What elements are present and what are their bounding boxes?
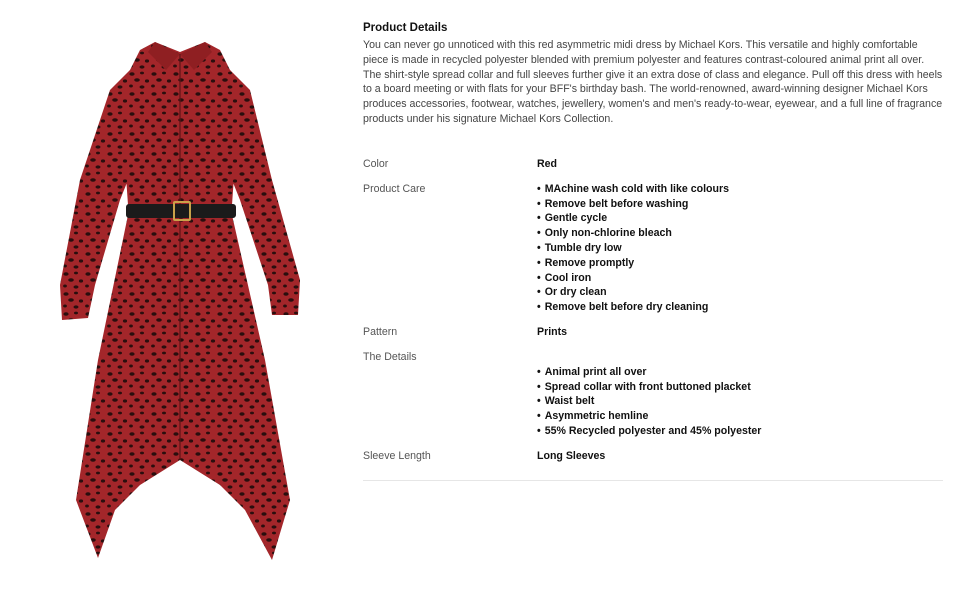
list-item: • Animal print all over — [537, 365, 761, 380]
spec-value: Long Sleeves — [537, 449, 606, 462]
list-item: • Remove promptly — [537, 256, 729, 271]
divider — [363, 480, 943, 481]
spec-row-care — [363, 182, 943, 315]
spec-label: Sleeve Length — [363, 449, 431, 462]
spec-label: Color — [363, 157, 389, 170]
details-list-wrap — [537, 350, 761, 439]
details-title: Product Details — [363, 22, 448, 34]
spec-label: Pattern — [363, 325, 398, 338]
list-item: • Waist belt — [537, 394, 761, 409]
product-description: You can never go unnoticed with this red asymmetric midi dress by Michael Kors. This versatile and highly comfortable piece is made in recycled polyester blended with premium polyester and features contrast-coloured animal print all over. The shirt-style spread collar and full sleeves further give it an extra dose of class and elegance. Pull off this dress with heels to a board meeting or with flats for your BFF's birthday bash. The world-renowned, award-winning designer Michael Kors produces accessories, footwear, watches, jewellery, women's and men's ready-to-wear, eyewear, and a full line of fragrance products under his signature Michael Kors Collection. — [363, 39, 943, 125]
care-list — [537, 182, 729, 315]
list-item: • Tumble dry low — [537, 241, 729, 256]
list-item: • 55% Recycled polyester and 45% polyester — [537, 424, 761, 439]
spec-label: The Details — [363, 350, 417, 363]
list-item: • MAchine wash cold with like colours — [537, 182, 729, 197]
spec-row-the-details — [363, 350, 943, 439]
list-item: • Remove belt before washing — [537, 197, 729, 212]
details-list — [537, 365, 761, 439]
spec-row-pattern — [363, 325, 943, 350]
spec-row-sleeve — [363, 449, 943, 474]
spec-row-color — [363, 157, 943, 182]
list-item: • Spread collar with front buttoned placket — [537, 380, 761, 395]
list-item: • Remove belt before dry cleaning — [537, 300, 729, 315]
list-item: • Cool iron — [537, 271, 729, 286]
list-item: • Only non-chlorine bleach — [537, 226, 729, 241]
product-details — [363, 22, 943, 481]
spec-value: Red — [537, 157, 558, 170]
spec-value: Prints — [537, 325, 568, 338]
product-image — [40, 30, 320, 575]
list-item: • Asymmetric hemline — [537, 409, 761, 424]
spec-table — [363, 157, 943, 481]
list-item: • Gentle cycle — [537, 211, 729, 226]
spec-label: Product Care — [363, 182, 426, 195]
list-item: • Or dry clean — [537, 285, 729, 300]
